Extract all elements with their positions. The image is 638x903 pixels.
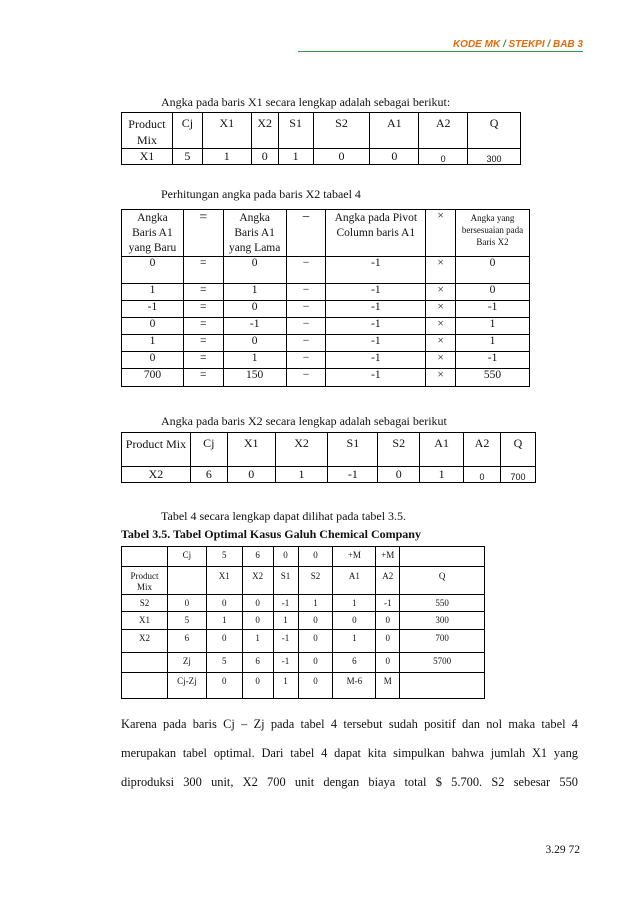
- table-cell: [400, 547, 485, 567]
- table-cell: -1: [376, 595, 400, 612]
- table-cell: 1: [122, 335, 184, 352]
- table-header-cell: Cj: [190, 433, 227, 467]
- table-header-cell: −: [286, 210, 326, 257]
- table-cell: 1: [202, 149, 251, 165]
- table-cell: M-6: [333, 673, 376, 699]
- table-cell: ×: [426, 301, 456, 318]
- table-header-cell: Q: [468, 113, 521, 149]
- table-cell: 0: [242, 612, 273, 630]
- table-cell: 0: [333, 612, 376, 630]
- table-header-cell: A2: [464, 433, 501, 467]
- table-cell: Cj: [167, 547, 206, 567]
- table-cell: −: [286, 257, 326, 284]
- table-cell: 6: [167, 630, 206, 653]
- table-cell: X2: [122, 630, 168, 653]
- table-cell: X1: [122, 612, 168, 630]
- table-cell: ×: [426, 257, 456, 284]
- table-cell: 1: [223, 352, 286, 369]
- table-cell: 0: [206, 595, 242, 612]
- table-cell: 1: [122, 284, 184, 301]
- header-text: [453, 39, 583, 50]
- table-header-cell: A1: [420, 433, 464, 467]
- table-cell: -1: [326, 352, 426, 369]
- table-cell: Cj-Zj: [167, 673, 206, 699]
- table-cell: 0: [223, 335, 286, 352]
- table-cell: 1: [333, 595, 376, 612]
- page-header: [298, 37, 583, 52]
- table-header-cell: S1: [278, 113, 313, 149]
- conclusion-line-3: diproduksi 300 unit, X2 700 unit dengan biaya total $ 5.700. S2 sebesar 550: [121, 775, 578, 789]
- table-header-cell: S1: [273, 567, 298, 595]
- table-header-cell: X1: [206, 567, 242, 595]
- table-cell: -1: [326, 257, 426, 284]
- table-header-cell: S2: [298, 567, 333, 595]
- table-x2-row: [121, 432, 536, 483]
- table-cell: -1: [326, 301, 426, 318]
- table-cell: 0: [419, 149, 468, 165]
- table-cell: 550: [400, 595, 485, 612]
- table-cell: 6: [190, 467, 227, 483]
- table-cell: 300: [400, 612, 485, 630]
- header-course-code: KODE MK: [452, 39, 501, 50]
- table-cell: [400, 673, 485, 699]
- table-cell: -1: [328, 467, 378, 483]
- table-cell: 0: [273, 547, 298, 567]
- table-cell: 0: [298, 630, 333, 653]
- table-header-cell: ×: [426, 210, 456, 257]
- table-header-cell: X2: [251, 113, 278, 149]
- table-header-cell: X2: [242, 567, 273, 595]
- table-cell: 0: [298, 673, 333, 699]
- table-cell: =: [183, 301, 223, 318]
- table-header-cell: X1: [227, 433, 275, 467]
- table-cell: =: [183, 335, 223, 352]
- table-cell: 0: [298, 612, 333, 630]
- table-cell: [122, 673, 168, 699]
- table-cell: 5: [206, 547, 242, 567]
- table-header-cell: Q: [400, 567, 485, 595]
- table-cell: 1: [456, 335, 530, 352]
- table-header-cell: A1: [370, 113, 419, 149]
- table-cell: 0: [251, 149, 278, 165]
- table-cell: 1: [273, 673, 298, 699]
- table-cell: -1: [326, 369, 426, 387]
- table-cell: -1: [326, 284, 426, 301]
- table-cell: 6: [333, 653, 376, 673]
- table-header-cell: Q: [500, 433, 535, 467]
- table-cell: -1: [122, 301, 184, 318]
- table-cell: 1: [278, 149, 313, 165]
- table-cell: 0: [242, 673, 273, 699]
- table-cell: 0: [227, 467, 275, 483]
- table-cell: 700: [500, 467, 535, 483]
- table-cell: 0: [206, 673, 242, 699]
- table-cell: 0: [376, 653, 400, 673]
- table-header-cell: X2: [275, 433, 328, 467]
- table-cell: 0: [376, 630, 400, 653]
- table-cell: 1: [273, 612, 298, 630]
- table-header-cell: A2: [419, 113, 468, 149]
- table-cell: [122, 653, 168, 673]
- paragraph-x2-intro: Angka pada baris X2 secara lengkap adalah sebagai berikut: [161, 414, 447, 428]
- page-number: 3.29 72: [545, 844, 580, 856]
- table-x2-calculation: [121, 209, 530, 387]
- table-cell: ×: [426, 284, 456, 301]
- table-cell: 0: [122, 257, 184, 284]
- table-cell: −: [286, 301, 326, 318]
- table-cell: 150: [223, 369, 286, 387]
- table-cell: 0: [298, 653, 333, 673]
- table-cell: 1: [298, 595, 333, 612]
- table-cell: 0: [298, 547, 333, 567]
- table-cell: -1: [273, 653, 298, 673]
- table-cell: =: [183, 369, 223, 387]
- table-cell: 300: [468, 149, 521, 165]
- table-cell: S2: [122, 595, 168, 612]
- table-cell: 0: [242, 595, 273, 612]
- table-header-cell: X1: [202, 113, 251, 149]
- header-sep: /: [500, 39, 509, 50]
- table-header-cell: A1: [333, 567, 376, 595]
- header-sep: /: [544, 39, 553, 50]
- conclusion-line-2: merupakan tabel optimal. Dari tabel 4 dapat kita simpulkan bahwa jumlah X1 yang: [121, 746, 578, 760]
- paragraph-table-ref: Tabel 4 secara lengkap dapat dilihat pada tabel 3.5.: [161, 509, 407, 523]
- table-cell: 1: [333, 630, 376, 653]
- table-cell: 0: [167, 595, 206, 612]
- table-cell: 5700: [400, 653, 485, 673]
- table-cell: -1: [273, 595, 298, 612]
- table-cell: 700: [122, 369, 184, 387]
- table-header-cell: Cj: [172, 113, 202, 149]
- paragraph-x2-calc: Perhitungan angka pada baris X2 tabael 4: [161, 187, 361, 201]
- table-cell: 0: [122, 318, 184, 335]
- table-cell: 0: [223, 257, 286, 284]
- table-header-cell: Product Mix: [122, 113, 173, 149]
- table-cell: -1: [326, 318, 426, 335]
- header-chapter: BAB 3: [552, 39, 583, 50]
- table-cell: 550: [456, 369, 530, 387]
- table-header-cell: [167, 567, 206, 595]
- table-cell: -1: [456, 301, 530, 318]
- table-cell: M: [376, 673, 400, 699]
- table-cell: 1: [275, 467, 328, 483]
- paragraph-x1-intro: Angka pada baris X1 secara lengkap adalah sebagai berikut:: [161, 95, 451, 109]
- table-cell: 0: [223, 301, 286, 318]
- table-cell: 0: [122, 352, 184, 369]
- table-cell: X2: [122, 467, 191, 483]
- table-cell: 1: [420, 467, 464, 483]
- table-cell: -1: [273, 630, 298, 653]
- table-header-cell: Angka Baris A1 yang Baru: [122, 210, 184, 257]
- table-cell: 700: [400, 630, 485, 653]
- table-header-cell: S1: [328, 433, 378, 467]
- conclusion-line-1: Karena pada baris Cj – Zj pada tabel 4 tersebut sudah positif dan nol maka tabel 4: [121, 717, 578, 731]
- table-header-cell: S2: [313, 113, 370, 149]
- table-cell: −: [286, 335, 326, 352]
- table-cell: 0: [370, 149, 419, 165]
- table-cell: 0: [376, 612, 400, 630]
- table-cell: ×: [426, 369, 456, 387]
- table-x1-row: [121, 112, 521, 165]
- table-cell: =: [183, 257, 223, 284]
- table-cell: [122, 547, 168, 567]
- table-cell: 6: [242, 653, 273, 673]
- table-cell: -1: [223, 318, 286, 335]
- table-header-cell: S2: [378, 433, 420, 467]
- table-cell: =: [183, 352, 223, 369]
- table-cell: 0: [313, 149, 370, 165]
- table-cell: =: [183, 318, 223, 335]
- table-cell: -1: [456, 352, 530, 369]
- table-optimal: [121, 546, 485, 699]
- table-cell: ×: [426, 335, 456, 352]
- table-cell: 1: [456, 318, 530, 335]
- table-cell: 5: [172, 149, 202, 165]
- table-cell: 1: [206, 612, 242, 630]
- table-cell: ×: [426, 352, 456, 369]
- header-institution: STEKPI: [508, 39, 545, 50]
- table-header-cell: =: [183, 210, 223, 257]
- table-cell: 0: [456, 257, 530, 284]
- table-header-cell: Angka yang bersesuaian pada Baris X2: [456, 210, 530, 257]
- table-cell: −: [286, 369, 326, 387]
- table-cell: 5: [206, 653, 242, 673]
- table-cell: =: [183, 284, 223, 301]
- table-caption: Tabel 3.5. Tabel Optimal Kasus Galuh Chemical Company: [121, 527, 421, 541]
- table-header-cell: Product Mix: [122, 567, 168, 595]
- table-cell: 1: [242, 630, 273, 653]
- table-header-cell: Product Mix: [122, 433, 191, 467]
- table-cell: Zj: [167, 653, 206, 673]
- table-cell: −: [286, 318, 326, 335]
- table-cell: X1: [122, 149, 173, 165]
- table-cell: −: [286, 352, 326, 369]
- table-cell: 5: [167, 612, 206, 630]
- table-cell: 6: [242, 547, 273, 567]
- table-cell: 0: [378, 467, 420, 483]
- table-cell: 0: [464, 467, 501, 483]
- table-cell: +M: [376, 547, 400, 567]
- table-header-cell: A2: [376, 567, 400, 595]
- table-header-cell: Angka pada Pivot Column baris A1: [326, 210, 426, 257]
- table-cell: ×: [426, 318, 456, 335]
- table-cell: 0: [456, 284, 530, 301]
- table-header-cell: Angka Baris A1 yang Lama: [223, 210, 286, 257]
- table-cell: 1: [223, 284, 286, 301]
- table-cell: 0: [206, 630, 242, 653]
- table-cell: −: [286, 284, 326, 301]
- table-cell: +M: [333, 547, 376, 567]
- table-cell: -1: [326, 335, 426, 352]
